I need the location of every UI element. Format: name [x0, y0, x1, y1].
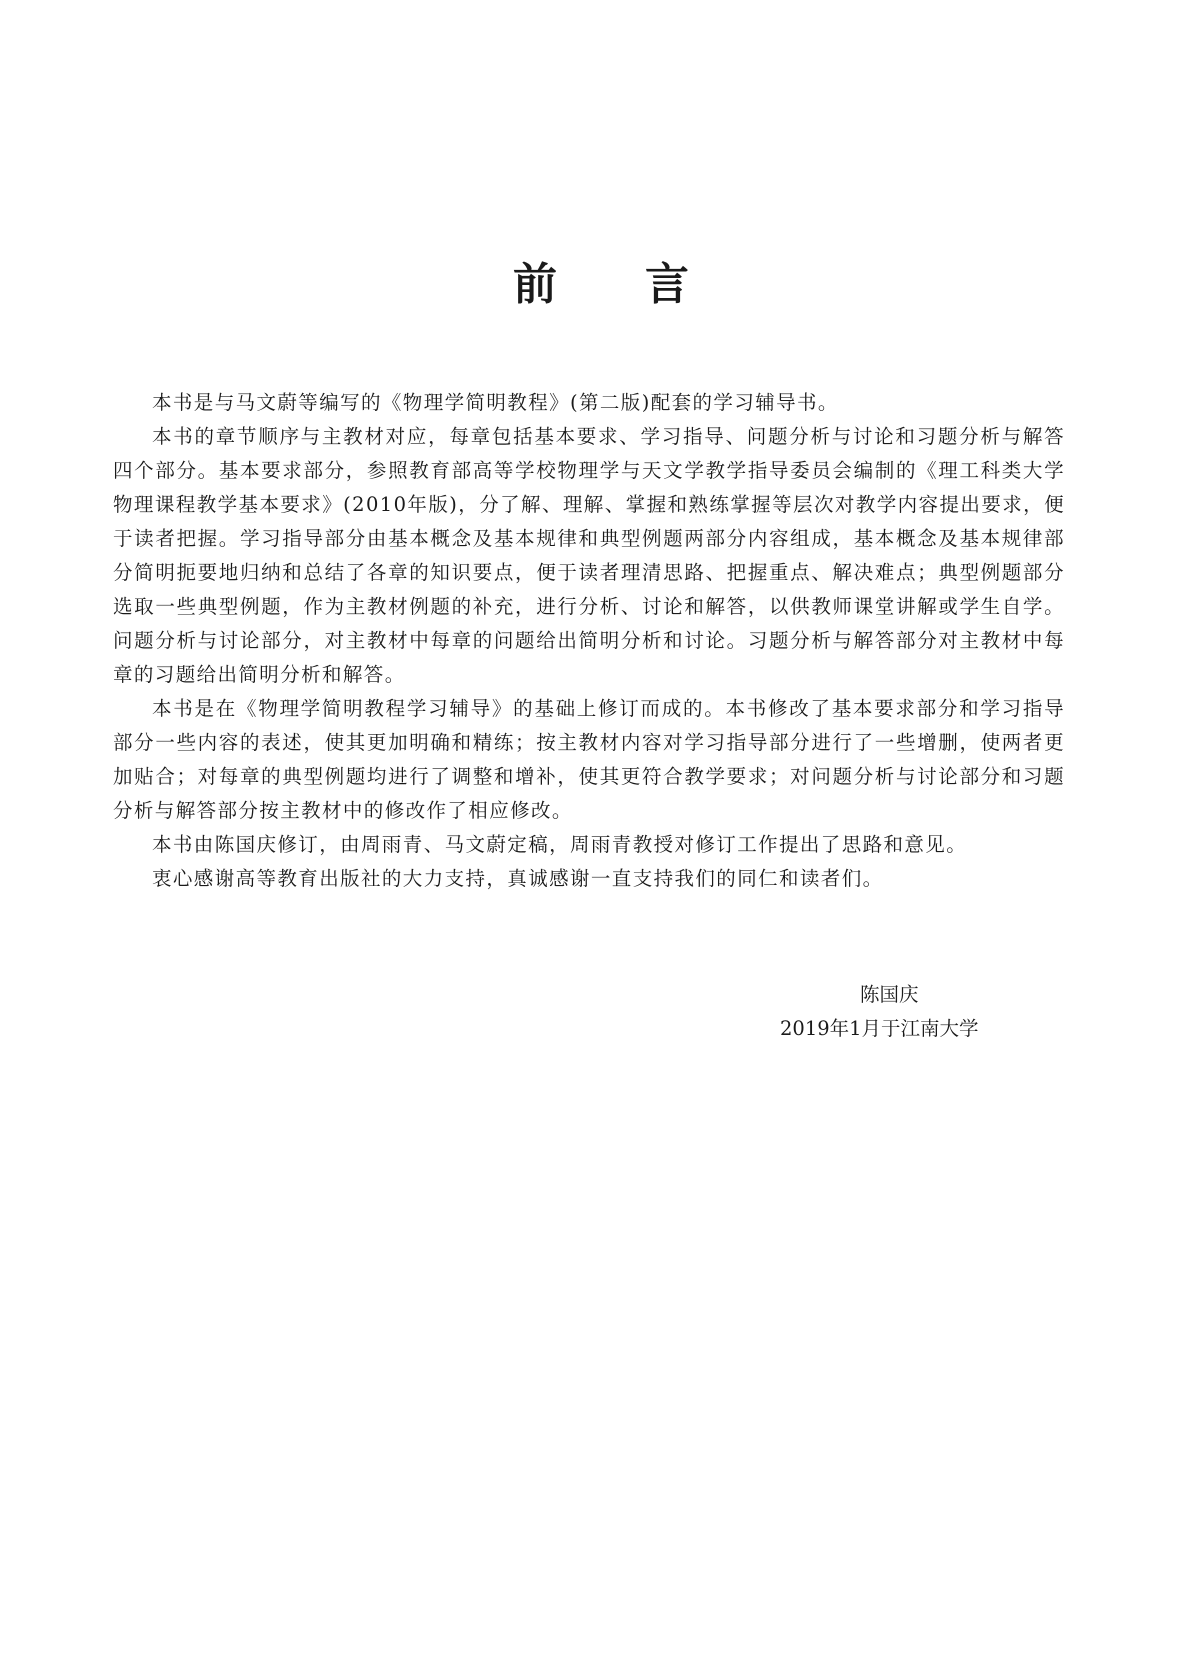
preface-body: [113, 386, 1065, 896]
author-name: 陈国庆: [860, 983, 919, 1006]
paragraph: 本书是与马文蔚等编写的《物理学简明教程》(第二版)配套的学习辅导书。: [152, 391, 839, 414]
paragraph: 衷心感谢高等教育出版社的大力支持，真诚感谢一直支持我们的同仁和读者们。: [152, 867, 884, 890]
page-title: 前言: [513, 259, 777, 310]
paragraph: 本书由陈国庆修订，由周雨青、马文蔚定稿，周雨青教授对修订工作提出了思路和意见。: [152, 833, 968, 856]
signature-block: [780, 978, 1020, 1046]
paragraph: 本书是在《物理学简明教程学习辅导》的基础上修订而成的。本书修改了基本要求部分和学习指导部分一些内容的表述，使其更加明确和精练；按主教材内容对学习指导部分进行了一些增删，使两者更加贴合；对每章的典型例题均进行了调整和增补，使其更符合教学要求；对问题分析与讨论部分和习题分析与解答部分按主教材中的修改作了相应修改。: [113, 697, 1065, 822]
date-place: 2019年1月于江南大学: [780, 1017, 979, 1040]
paragraph: 本书的章节顺序与主教材对应，每章包括基本要求、学习指导、问题分析与讨论和习题分析与解答四个部分。基本要求部分，参照教育部高等学校物理学与天文学教学指导委员会编制的《理工科类大学物理课程教学基本要求》(2010年版)，分了解、理解、掌握和熟练掌握等层次对教学内容提出要求，便于读者把握。学习指导部分由基本概念及基本规律和典型例题两部分内容组成，基本概念及基本规律部分简明扼要地归纳和总结了各章的知识要点，便于读者理清思路、把握重点、解决难点；典型例题部分选取一些典型例题，作为主教材例题的补充，进行分析、讨论和解答，以供教师课堂讲解或学生自学。问题分析与讨论部分，对主教材中每章的问题给出简明分析和讨论。习题分析与解答部分对主教材中每章的习题给出简明分析和解答。: [113, 425, 1065, 686]
